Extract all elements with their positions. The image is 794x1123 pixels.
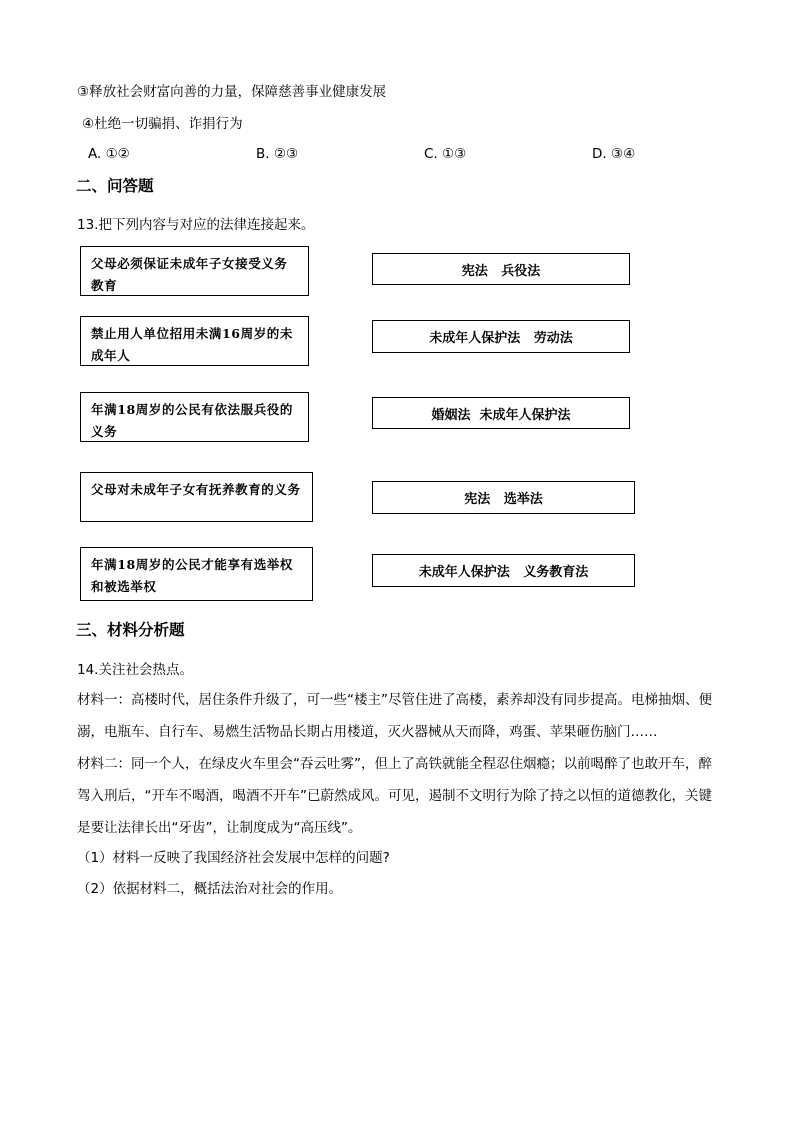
material-1: 材料一：高楼时代，居住条件升级了，可一些“楼主”尽管住进了高楼，素养却没有同步提高。电梯抽烟、便溺，电瓶车、自行车、易燃生活物品长期占用楼道，灭火器械从天而降，鸡蛋、苹果砸伤脑门…… (77, 692, 712, 740)
choice-d: D. ③④ (592, 146, 636, 162)
section-heading-qa: 二、问答题 (76, 177, 154, 195)
material-2: 材料二：同一个人，在绿皮火车里会“吞云吐雾”，但上了高铁就能全程忍住烟瘾；以前喝醉了也敢开车，醉驾入刑后，“开车不喝酒，喝酒不开车”已蔚然成风。可见，遏制不文明行为除了持之以恒的道德教化，关键是要让法律长出“牙齿”，让制度成为“高压线”。 (77, 756, 712, 836)
match-right-item-3: 婚姻法 未成年人保护法 (372, 397, 630, 429)
match-left-item-4: 父母对未成年子女有抚养教育的义务 (80, 472, 313, 522)
option-item-4: ④杜绝一切骗捐、诈捐行为 (82, 116, 243, 132)
choice-b: B. ②③ (256, 146, 299, 162)
question-13: 13.把下列内容与对应的法律连接起来。 (77, 217, 315, 233)
choice-a: A. ①② (88, 146, 130, 162)
option-item-3: ③释放社会财富向善的力量，保障慈善事业健康发展 (77, 84, 387, 100)
match-right-item-4: 宪法 选举法 (372, 481, 635, 514)
sub-question-1: （1）材料一反映了我国经济社会发展中怎样的问题? (77, 850, 390, 866)
match-left-item-2: 禁止用人单位招用未满16周岁的未成年人 (80, 316, 309, 366)
match-right-item-2: 未成年人保护法 劳动法 (372, 320, 630, 353)
match-right-item-5: 未成年人保护法 义务教育法 (372, 554, 635, 587)
match-left-item-3: 年满18周岁的公民有依法服兵役的义务 (80, 392, 309, 442)
choice-c: C. ①③ (424, 146, 467, 162)
match-right-item-1: 宪法 兵役法 (372, 253, 630, 285)
match-left-item-1: 父母必须保证未成年子女接受义务教育 (80, 246, 309, 296)
sub-question-2: （2）依据材料二，概括法治对社会的作用。 (77, 881, 343, 897)
section-heading-material: 三、材料分析题 (76, 621, 185, 639)
question-14: 14.关注社会热点。 (77, 662, 193, 678)
match-left-item-5: 年满18周岁的公民才能享有选举权和被选举权 (80, 547, 313, 601)
